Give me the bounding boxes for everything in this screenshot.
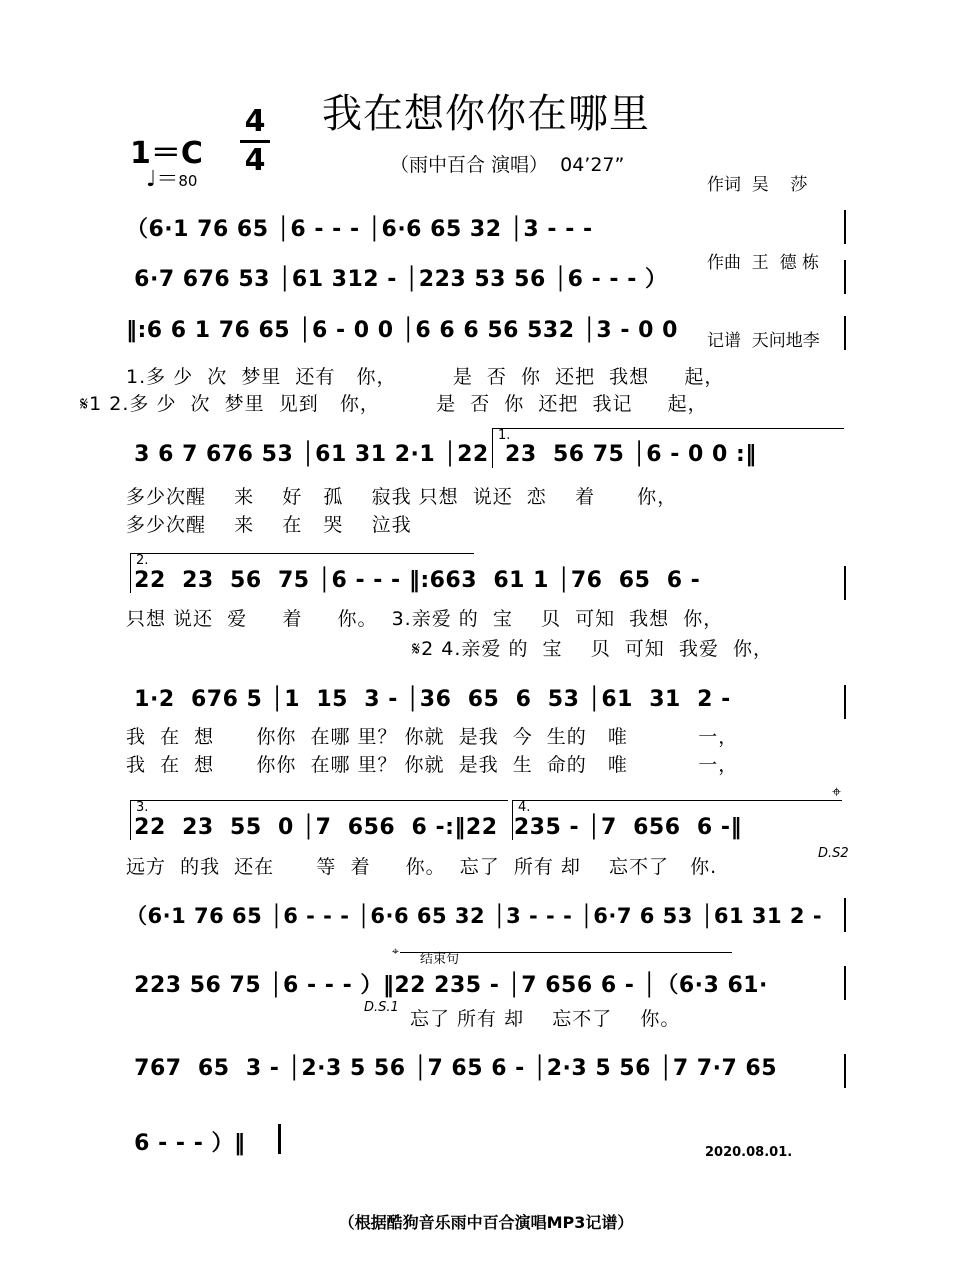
coda-icon: ⌖ (832, 782, 842, 801)
tempo-marking (146, 162, 197, 193)
transcriber: 记谱 天问地李 (707, 331, 820, 351)
coda-lyric: 忘了 所有 却 忘不了 你。 (410, 1008, 681, 1030)
footer-note: （根据酷狗音乐雨中百合演唱MP3记谱） (338, 1213, 634, 1232)
verse1-lyric-1: 1.多 少 次 梦里 还有 你， 是 否 你 还把 我想 起， (126, 366, 725, 388)
composer: 作曲 王 德 栋 (707, 253, 820, 273)
intro-line-2: 6·7 676 53 │61 312 - │223 53 56 │6 - - - ） (126, 267, 668, 292)
credits (707, 120, 820, 380)
time-signature-bottom: 4 (244, 143, 266, 178)
chorus-lyric-2: 我 在 想 你你 在哪 里？ 你就 是我 生 命的 唯 一， (126, 754, 739, 776)
verse1-notes: ‖:6 6 1 76 65 │6 - 0 0 │6 6 6 56 532 │3 - 0 0 (126, 318, 678, 343)
outro-line-2: 6 - - - ）‖ (126, 1131, 246, 1156)
verse1-lyric-2: 𝄋1 2.多 少 次 梦里 见到 你， 是 否 你 还把 我记 起， (80, 393, 708, 415)
interlude-line-1: （6·1 76 65 │6 - - - │6·6 65 32 │3 - - - │6·7 6 53 │61 31 2 - (126, 904, 823, 928)
volta-2: 2. (136, 553, 149, 568)
ending-notes: 22 23 55 0 │7 656 6 -:‖22 235 - │7 656 6 -‖ (126, 815, 742, 840)
chorus-notes: 1·2 676 5 │1 15 3 - │36 65 6 53 │61 31 2 - (126, 687, 731, 712)
verse2-lyric-1: 多少次醒 来 好 孤 寂我 只想 说还 恋 着 你， (126, 486, 678, 508)
verse3-notes: 22 23 56 75 │6 - - - ‖:663 61 1 │76 65 6 - (126, 568, 701, 593)
volta-3: 3. (136, 800, 149, 815)
ending-lyric: 远方 的我 还在 等 着 你。 忘了 所有 却 忘不了 你. (126, 856, 718, 878)
outro-line-1: 767 65 3 - │2·3 5 56 │7 65 6 - │2·3 5 56 │7 7·7 65 (126, 1056, 778, 1081)
tempo-value: 80 (178, 172, 198, 190)
performer-info: （雨中百合 演唱） 04’27” (390, 154, 625, 176)
key-signature: 1＝C (130, 136, 203, 171)
song-title: 我在想你你在哪里 (322, 91, 650, 137)
tempo-symbol: ♩＝ (146, 167, 179, 192)
transcription-date: 2020.08.01. (705, 1145, 793, 1160)
coda-icon-2: ⌖ (392, 944, 399, 958)
verse3-lyric-1: 只想 说还 爱 着 你。 3.亲爱 的 宝 贝 可知 我想 你， (126, 608, 724, 630)
verse2-notes: 3 6 7 676 53 │61 31 2·1 │22 23 56 75 │6 - 0 0 :‖ (126, 442, 757, 467)
coda-label: 结束句 (420, 952, 460, 967)
time-signature-top: 4 (244, 104, 266, 139)
chorus-lyric-1: 我 在 想 你你 在哪 里？ 你就 是我 今 生的 唯 一， (126, 726, 739, 748)
volta-4: 4. (518, 800, 531, 815)
volta-1: 1. (498, 428, 511, 443)
ds2-mark: D.S2 (818, 846, 849, 861)
verse3-lyric-2: 𝄋2 4.亲爱 的 宝 贝 可知 我爱 你， (412, 638, 773, 660)
time-signature (240, 106, 270, 177)
intro-line-1: （6·1 76 65 │6 - - - │6·6 65 32 │3 - - - (126, 217, 593, 242)
verse2-lyric-2: 多少次醒 来 在 哭 泣我 (126, 514, 412, 536)
lyricist: 作词 吴 莎 (707, 175, 808, 195)
interlude-line-2: 223 56 75 │6 - - - ）‖22 235 - │7 656 6 - │（6·3 61· (126, 973, 768, 998)
ds1-mark: D.S.1 (364, 1000, 399, 1015)
